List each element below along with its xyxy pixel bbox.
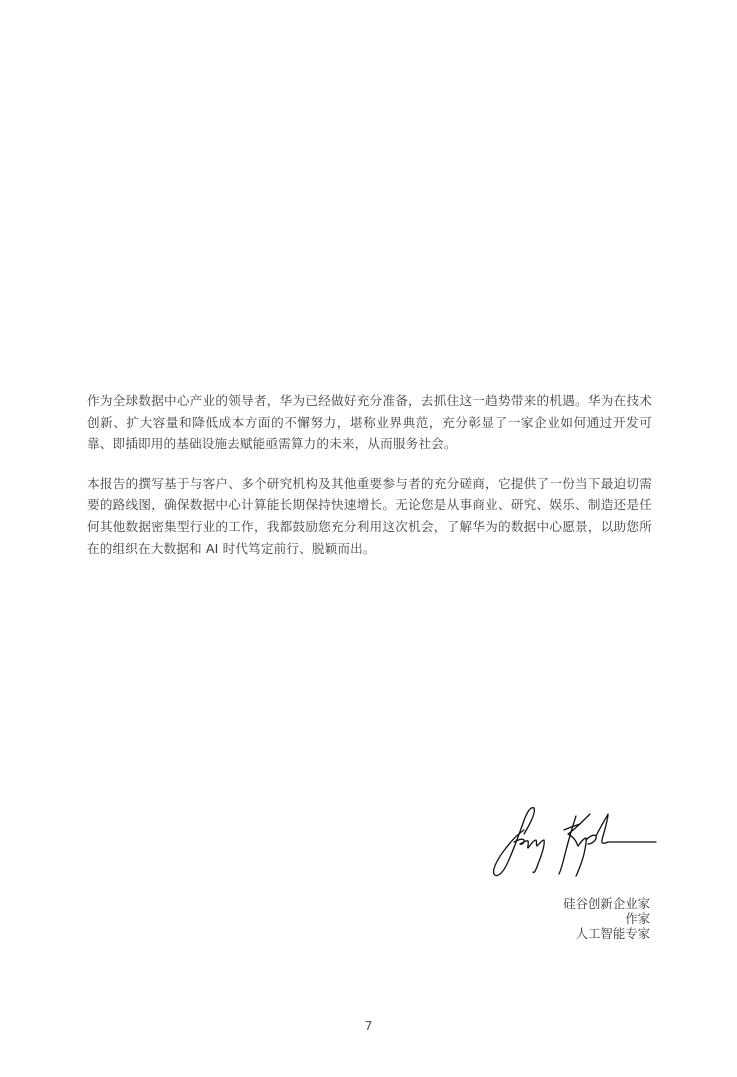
body-text <box>87 390 652 577</box>
author-attribution <box>563 896 650 941</box>
attribution-line-2: 作家 <box>625 911 650 926</box>
page-number: 7 <box>364 1018 373 1033</box>
signature-icon <box>484 800 659 880</box>
paragraph-1: 作为全球数据中心产业的领导者，华为已经做好充分准备，去抓住这一趋势带来的机遇。华为在技术创新、扩大容量和降低成本方面的不懈努力，堪称业界典范，充分彰显了一家企业如何通过开发可靠、即插即用的基础设施去赋能亟需算力的未来，从而服务社会。 <box>87 393 652 452</box>
paragraph-2: 本报告的撰写基于与客户、多个研究机构及其他重要参与者的充分磋商，它提供了一份当下最迫切需要的路线图，确保数据中心计算能长期保持快速增长。无论您是从事商业、研究、娱乐、制造还是任何其他数据密集型行业的工作，我都鼓励您充分利用这次机会，了解华为的数据中心愿景，以助您所在的组织在大数据和 AI 时代笃定前行、脱颖而出。 <box>87 475 652 556</box>
attribution-line-3: 人工智能专家 <box>575 926 650 941</box>
attribution-line-1: 硅谷创新企业家 <box>563 896 650 911</box>
